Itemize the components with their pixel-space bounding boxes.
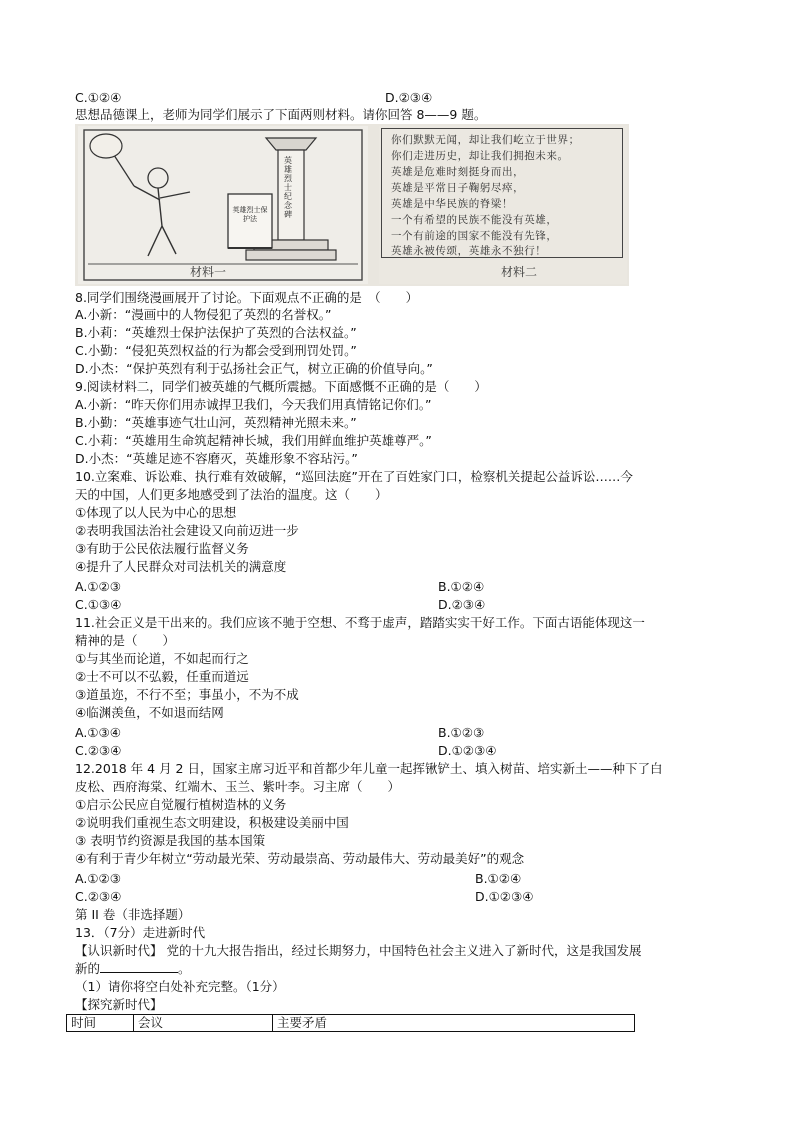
poem-line: 一个有前途的国家不能没有先锋， bbox=[391, 230, 558, 242]
poem-line: 英雄永被传颂，英雄永不独行！ bbox=[391, 245, 547, 257]
material-figure bbox=[75, 124, 629, 286]
q11-option-c: C.②③④ bbox=[75, 743, 122, 758]
q9-stem: 9.阅读材料二，同学们被英雄的气概所震撼。下面感慨不正确的是（ ） bbox=[75, 379, 487, 394]
q12-stem-line1: 12.2018 年 4 月 2 日，国家主席习近平和首都少年儿童一起挥锹铲土、填入树苗、培实新土——种下了白 bbox=[75, 761, 663, 776]
material2-caption: 材料二 bbox=[501, 265, 538, 279]
table-header-row bbox=[67, 1015, 635, 1032]
cartoon-drawing bbox=[78, 126, 368, 284]
q10-item-2: ②表明我国法治社会建设又向前迈进一步 bbox=[75, 523, 299, 538]
q10-option-c: C.①③④ bbox=[75, 597, 122, 612]
q8-option-a: A.小新：“漫画中的人物侵犯了英烈的名誉权。” bbox=[75, 307, 332, 322]
q12-option-a: A.①②③ bbox=[75, 871, 121, 886]
q7-option-c: C.①②④ bbox=[75, 90, 122, 105]
q12-option-b: B.①②④ bbox=[475, 871, 522, 886]
poem-line: 英雄是平常日子鞠躬尽瘁， bbox=[391, 182, 525, 194]
q10-stem-line1: 10.立案难、诉讼难、执行难有效破解，“巡回法庭”开在了百姓家门口，检察机关提起公益诉讼……今 bbox=[75, 469, 633, 484]
q13-explore-heading: 【探究新时代】 bbox=[75, 997, 163, 1012]
q12-stem-line2: 皮松、西府海棠、红端木、玉兰、紫叶李。习主席（ ） bbox=[75, 779, 401, 794]
material2-poem bbox=[379, 126, 627, 284]
q12-item-1: ①启示公民应自觉履行植树造林的义务 bbox=[75, 797, 287, 812]
table-header-contradiction: 主要矛盾 bbox=[273, 1015, 635, 1032]
q10-option-b: B.①②④ bbox=[438, 579, 485, 594]
material1-cartoon bbox=[78, 126, 368, 284]
poem-line: 你们默默无闻，却让我们屹立于世界； bbox=[391, 134, 580, 146]
q13-paragraph-prefix: 新的 bbox=[75, 961, 101, 976]
q11-option-d: D.①②③④ bbox=[438, 743, 497, 758]
q12-option-d: D.①②③④ bbox=[475, 889, 534, 904]
intro-text: 思想品德课上，老师为同学们展示了下面两则材料。请你回答 8——9 题。 bbox=[75, 107, 487, 122]
material1-caption: 材料一 bbox=[190, 265, 227, 279]
q9-option-d: D.小杰：“英雄足迹不容磨灭，英雄形象不容玷污。” bbox=[75, 451, 358, 466]
q11-item-3: ③道虽迩，不行不至；事虽小，不为不成 bbox=[75, 687, 299, 702]
q13-title: 13．（7分）走进新时代 bbox=[75, 925, 206, 940]
q11-item-1: ①与其坐而论道，不如起而行之 bbox=[75, 651, 249, 666]
q10-item-4: ④提升了人民群众对司法机关的满意度 bbox=[75, 559, 287, 574]
q8-option-d: D.小杰：“保护英烈有利于弘扬社会正气，树立正确的价值导向。” bbox=[75, 361, 433, 376]
table-header-meeting: 会议 bbox=[134, 1015, 273, 1032]
q12-item-4: ④有利于青少年树立“劳动最光荣、劳动最崇高、劳动最伟大、劳动最美好”的观念 bbox=[75, 851, 525, 866]
q13-fill-blank[interactable] bbox=[100, 960, 178, 973]
poem-line: 英雄是危难时刻挺身而出， bbox=[391, 166, 525, 178]
q13-subquestion-1: （1）请你将空白处补充完整。（1分） bbox=[75, 979, 285, 994]
q10-option-d: D.②③④ bbox=[438, 597, 486, 612]
q9-option-c: C.小莉：“英雄用生命筑起精神长城，我们用鲜血维护英雄尊严。” bbox=[75, 433, 432, 448]
q7-option-d: D.②③④ bbox=[385, 90, 433, 105]
q13-paragraph-line2 bbox=[75, 960, 191, 977]
q8-stem: 8.同学们围绕漫画展开了讨论。下面观点不正确的是 （ ） bbox=[75, 290, 419, 305]
q13-paragraph-suffix: 。 bbox=[178, 961, 191, 976]
q11-stem-line2: 精神的是（ ） bbox=[75, 633, 176, 648]
q13-paragraph-line1: 【认识新时代】 党的十九大报告指出，经过长期努力，中国特色社会主义进入了新时代，这是我国发展 bbox=[75, 943, 642, 958]
table-header-time: 时间 bbox=[67, 1015, 134, 1032]
q12-option-c: C.②③④ bbox=[75, 889, 122, 904]
q11-item-2: ②士不可以不弘毅，任重而道远 bbox=[75, 669, 249, 684]
q8-option-b: B.小莉：“英雄烈士保护法保护了英烈的合法权益。” bbox=[75, 325, 357, 340]
q11-item-4: ④临渊羡鱼，不如退而结网 bbox=[75, 705, 224, 720]
q10-stem-line2: 天的中国，人们更多地感受到了法治的温度。这（ ） bbox=[75, 487, 388, 502]
q9-option-b: B.小勤：“英雄事迹气壮山河，英烈精神光照未来。” bbox=[75, 415, 357, 430]
monument-label: 英雄烈士纪念碑 bbox=[284, 156, 292, 219]
q10-option-a: A.①②③ bbox=[75, 579, 121, 594]
poem-line: 你们走进历史，却让我们拥抱未来。 bbox=[391, 150, 569, 162]
poem-line: 一个有希望的民族不能没有英雄， bbox=[391, 214, 558, 226]
q11-stem-line1: 11.社会正义是干出来的。我们应该不驰于空想、不骛于虚声，踏踏实实干好工作。下面古语能体现这一 bbox=[75, 615, 645, 630]
law-book-label: 英雄烈士保护法 bbox=[232, 206, 268, 223]
q12-item-3: ③ 表明节约资源是我国的基本国策 bbox=[75, 833, 266, 848]
q12-item-2: ②说明我们重视生态文明建设，积极建设美丽中国 bbox=[75, 815, 349, 830]
q11-option-a: A.①③④ bbox=[75, 725, 121, 740]
q11-option-b: B.①②③ bbox=[438, 725, 485, 740]
q8-option-c: C.小勤：“侵犯英烈权益的行为都会受到刑罚处罚。” bbox=[75, 343, 357, 358]
q10-item-3: ③有助于公民依法履行监督义务 bbox=[75, 541, 249, 556]
q10-item-1: ①体现了以人民为中心的思想 bbox=[75, 505, 237, 520]
q9-option-a: A.小新：“昨天你们用赤诚捍卫我们，今天我们用真情铭记你们。” bbox=[75, 397, 432, 412]
section-2-heading: 第 II 卷（非选择题） bbox=[75, 907, 191, 922]
poem-line: 英雄是中华民族的脊梁！ bbox=[391, 198, 514, 210]
era-table bbox=[66, 1014, 635, 1032]
